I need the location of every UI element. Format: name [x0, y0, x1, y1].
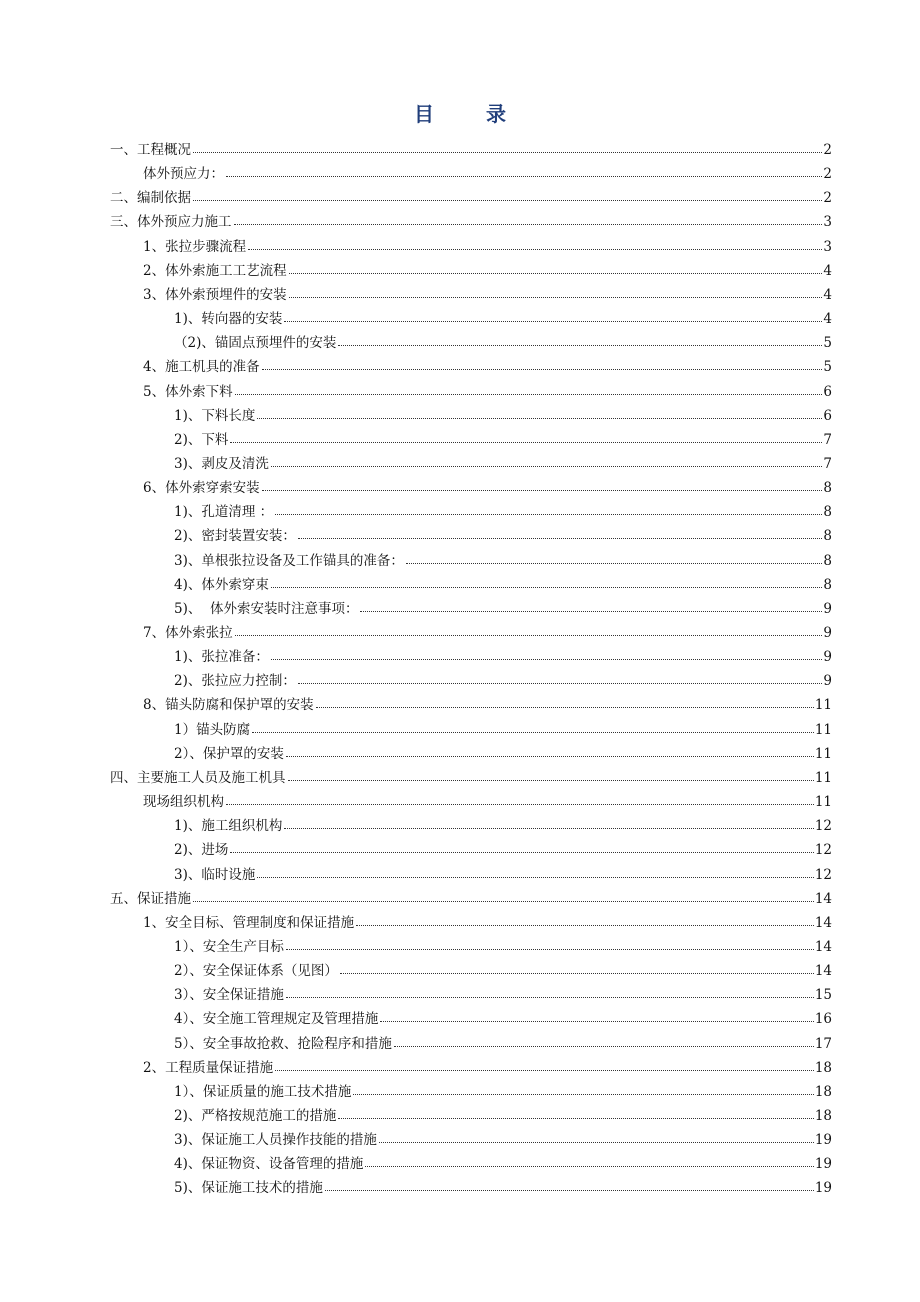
- toc-entry-page-number: 8: [823, 504, 832, 521]
- toc-entry-label: 3、体外索预埋件的安装: [143, 286, 287, 303]
- toc-leader-dots: [289, 296, 823, 298]
- toc-entry-label: 8、锚头防腐和保护罩的安装: [143, 697, 314, 714]
- toc-entry[interactable]: [174, 547, 832, 569]
- toc-entry-label: 3)、单根张拉设备及工作锚具的准备：: [174, 552, 404, 569]
- toc-entry[interactable]: [174, 861, 832, 883]
- toc-entry-page-number: 9: [823, 600, 832, 617]
- toc-leader-dots: [289, 272, 823, 274]
- toc-entry-page-number: 19: [814, 1156, 832, 1173]
- toc-entry-page-number: 11: [814, 721, 832, 738]
- toc-entry[interactable]: [143, 474, 832, 496]
- toc-entry-label: 2）、安全保证体系（见图）: [174, 963, 338, 980]
- toc-leader-dots: [230, 441, 822, 443]
- toc-entry-page-number: 8: [823, 480, 832, 497]
- toc-entry-label: 2)、张拉应力控制：: [174, 673, 296, 690]
- toc-leader-dots: [230, 851, 813, 853]
- toc-entry[interactable]: [174, 426, 832, 448]
- toc-entry[interactable]: [143, 1054, 832, 1076]
- toc-entry-page-number: 2: [823, 142, 832, 158]
- toc-entry-label: 4、施工机具的准备: [143, 359, 260, 376]
- toc-entry[interactable]: [174, 522, 832, 544]
- toc-entry-label: 3)、保证施工人员操作技能的措施: [174, 1132, 377, 1149]
- toc-entry[interactable]: [143, 691, 832, 713]
- toc-entry-page-number: 8: [823, 576, 832, 593]
- toc-entry[interactable]: [143, 353, 832, 375]
- toc-entry[interactable]: [174, 571, 832, 593]
- toc-leader-dots: [235, 634, 823, 636]
- toc-entry[interactable]: [143, 788, 832, 810]
- toc-entry[interactable]: [174, 740, 832, 762]
- toc-entry-page-number: 16: [814, 1011, 832, 1028]
- toc-entry[interactable]: [174, 1174, 832, 1196]
- toc-entry[interactable]: [174, 643, 832, 665]
- toc-entry[interactable]: [174, 981, 832, 1003]
- toc-leader-dots: [284, 827, 813, 829]
- toc-entry[interactable]: [174, 1102, 832, 1124]
- toc-entry-page-number: 11: [814, 697, 832, 714]
- toc-entry-page-number: 11: [814, 794, 832, 811]
- toc-entry-page-number: 8: [823, 528, 832, 545]
- toc-entry-page-number: 14: [814, 914, 832, 931]
- toc-leader-dots: [193, 199, 822, 201]
- toc-leader-dots: [271, 586, 823, 588]
- toc-leader-dots: [298, 682, 823, 684]
- toc-entry-label: 5、体外索下料: [143, 383, 233, 400]
- toc-leader-dots: [380, 1020, 813, 1022]
- toc-entry-page-number: 9: [823, 673, 832, 690]
- toc-entry-page-number: 9: [823, 649, 832, 666]
- toc-leader-dots: [379, 1141, 814, 1143]
- toc-entry-page-number: 12: [814, 842, 832, 859]
- toc-entry[interactable]: [110, 136, 832, 158]
- toc-entry-page-number: 6: [823, 383, 832, 400]
- toc-leader-dots: [193, 900, 814, 902]
- toc-leader-dots: [288, 779, 814, 781]
- toc-entry-label: 2)、下料: [174, 431, 229, 448]
- toc-entry[interactable]: [110, 184, 832, 206]
- toc-entry-page-number: 7: [823, 455, 832, 472]
- toc-leader-dots: [284, 320, 822, 322]
- toc-entry-label: 五、保证措施: [110, 890, 191, 907]
- toc-leader-dots: [193, 151, 822, 153]
- toc-leader-dots: [286, 996, 814, 998]
- toc-entry[interactable]: [143, 378, 832, 400]
- toc-entry-page-number: 19: [814, 1180, 832, 1197]
- toc-entry-page-number: 18: [814, 1108, 832, 1124]
- toc-entry[interactable]: [174, 305, 832, 327]
- toc-entry-page-number: 7: [823, 431, 832, 448]
- toc-entry[interactable]: [143, 619, 832, 641]
- toc-leader-dots: [353, 1093, 813, 1095]
- toc-leader-dots: [338, 344, 822, 346]
- toc-entry-label: 二、编制依据: [110, 190, 191, 207]
- toc-entry[interactable]: [174, 667, 832, 689]
- toc-entry[interactable]: [174, 957, 832, 979]
- toc-entry-label: 1)、下料长度: [174, 407, 256, 424]
- toc-entry-page-number: 17: [814, 1035, 832, 1052]
- toc-entry[interactable]: [174, 595, 832, 617]
- toc-entry-page-number: 11: [814, 769, 832, 786]
- toc-leader-dots: [286, 755, 814, 757]
- toc-leader-dots: [257, 876, 813, 878]
- toc-leader-dots: [248, 248, 822, 250]
- toc-entry-page-number: 11: [814, 745, 832, 762]
- toc-leader-dots: [325, 1189, 814, 1191]
- toc-entry-label: 3)、剥皮及清洗: [174, 455, 269, 472]
- toc-entry[interactable]: [143, 233, 832, 255]
- toc-entry[interactable]: [174, 1078, 832, 1100]
- toc-entry[interactable]: [174, 402, 832, 424]
- toc-entry[interactable]: [174, 1126, 832, 1148]
- toc-entry-label: 4)、保证物资、设备管理的措施: [174, 1156, 364, 1173]
- toc-entry-label: 1)、转向器的安装: [174, 311, 283, 328]
- toc-entry-page-number: 2: [823, 166, 832, 183]
- toc-entry-page-number: 9: [823, 625, 832, 641]
- toc-entry-page-number: 5: [823, 359, 832, 376]
- toc-entry-label: 2)、严格按规范施工的措施: [174, 1108, 337, 1124]
- toc-entry-page-number: 4: [823, 262, 832, 279]
- toc-entry-label: 1、安全目标、管理制度和保证措施: [143, 914, 355, 931]
- toc-entry-label: 体外预应力：: [143, 166, 224, 183]
- toc-entry-page-number: 4: [823, 286, 832, 303]
- toc-leader-dots: [356, 924, 814, 926]
- toc-entry-label: 4)、体外索穿束: [174, 576, 269, 593]
- toc-leader-dots: [275, 1069, 814, 1071]
- toc-entry-page-number: 6: [823, 407, 832, 424]
- toc-entry[interactable]: [174, 1005, 832, 1027]
- toc-entry[interactable]: [110, 208, 832, 230]
- toc-entry-label: 四、主要施工人员及施工机具: [110, 769, 286, 786]
- toc-leader-dots: [298, 537, 823, 539]
- toc-leader-dots: [234, 223, 823, 225]
- toc-entry[interactable]: [174, 450, 832, 472]
- toc-entry[interactable]: [174, 812, 832, 834]
- toc-entry-label: 2、工程质量保证措施: [143, 1059, 274, 1076]
- toc-entry-page-number: 5: [823, 335, 832, 352]
- toc-entry-label: 2、体外索施工工艺流程: [143, 262, 287, 279]
- toc-leader-dots: [316, 706, 814, 708]
- toc-entry-label: 1）、安全生产目标: [174, 938, 284, 955]
- toc-entry[interactable]: [174, 1030, 832, 1052]
- toc-leader-dots: [271, 465, 823, 467]
- toc-entry-label: 4）、安全施工管理规定及管理措施: [174, 1011, 379, 1028]
- toc-entry-page-number: 8: [823, 552, 832, 569]
- toc-entry-label: 1)、张拉准备：: [174, 649, 269, 666]
- toc-leader-dots: [338, 1117, 813, 1119]
- toc-entry[interactable]: [143, 281, 832, 303]
- toc-entry-page-number: 14: [814, 890, 832, 907]
- toc-entry-label: 2）、保护罩的安装: [174, 745, 284, 762]
- toc-leader-dots: [235, 393, 823, 395]
- toc-entry-page-number: 12: [814, 866, 832, 883]
- toc-leader-dots: [360, 610, 822, 612]
- toc-entry-page-number: 15: [814, 987, 832, 1004]
- toc-entry-label: （2)、锚固点预埋件的安装: [174, 335, 337, 352]
- toc-entry-label: 现场组织机构: [143, 794, 224, 811]
- toc-entry[interactable]: [110, 885, 832, 907]
- toc-entry[interactable]: [143, 160, 832, 182]
- toc-title: [0, 98, 920, 127]
- toc-leader-dots: [271, 658, 823, 660]
- toc-leader-dots: [262, 368, 823, 370]
- toc-entry-page-number: 12: [814, 818, 832, 835]
- toc-leader-dots: [365, 1165, 813, 1167]
- toc-entry-label: 1）锚头防腐: [174, 721, 251, 738]
- toc-leader-dots: [286, 948, 814, 950]
- toc-entry[interactable]: [174, 933, 832, 955]
- toc-title-char-1: 目: [414, 102, 434, 126]
- toc-entry-label: 3)、临时设施: [174, 866, 256, 883]
- toc-leader-dots: [394, 1045, 814, 1047]
- toc-entry-page-number: 4: [823, 311, 832, 328]
- toc-title-char-2: 录: [486, 102, 506, 126]
- toc-entry-page-number: 14: [814, 938, 832, 955]
- toc-entry[interactable]: [174, 836, 832, 858]
- toc-entry-label: 1）、保证质量的施工技术措施: [174, 1083, 352, 1100]
- toc-entry-label: 一、工程概况: [110, 142, 191, 158]
- toc-leader-dots: [226, 803, 814, 805]
- toc-entry-label: 7、体外索张拉: [143, 625, 233, 641]
- toc-entry-label: 6、体外索穿索安装: [143, 480, 260, 497]
- toc-entry-label: 3）、安全保证措施: [174, 987, 284, 1004]
- toc-entry-page-number: 3: [823, 214, 832, 231]
- toc-leader-dots: [262, 489, 823, 491]
- toc-entry-page-number: 18: [814, 1059, 832, 1076]
- toc-entry-page-number: 2: [823, 190, 832, 207]
- toc-entry-label: 5)、 体外索安装时注意事项：: [174, 600, 359, 617]
- toc-leader-dots: [340, 972, 814, 974]
- toc-entry-label: 三、体外预应力施工: [110, 214, 232, 231]
- toc-entry-label: 2)、进场: [174, 842, 229, 859]
- toc-entry[interactable]: [143, 257, 832, 279]
- toc-entry-label: 1)、施工组织机构: [174, 818, 283, 835]
- toc-entry-label: 1)、孔道清理 ：: [174, 504, 274, 521]
- toc-entry[interactable]: [174, 329, 832, 351]
- toc-entry[interactable]: [174, 716, 832, 738]
- toc-entry-label: 2)、密封装置安装：: [174, 528, 296, 545]
- toc-entry[interactable]: [174, 1150, 832, 1172]
- toc-entry-page-number: 18: [814, 1083, 832, 1100]
- toc-entry[interactable]: [110, 764, 832, 786]
- toc-entry-label: 5)、保证施工技术的措施: [174, 1180, 323, 1197]
- toc-entry-page-number: 3: [823, 238, 832, 255]
- toc-entry[interactable]: [143, 909, 832, 931]
- toc-leader-dots: [406, 562, 823, 564]
- toc-entry[interactable]: [174, 498, 832, 520]
- toc-entry-label: 5）、安全事故抢救、抢险程序和措施: [174, 1035, 392, 1052]
- toc-entry-page-number: 19: [814, 1132, 832, 1149]
- toc-leader-dots: [257, 417, 822, 419]
- toc-leader-dots: [226, 175, 822, 177]
- toc-leader-dots: [275, 513, 822, 515]
- toc-entry-page-number: 14: [814, 963, 832, 980]
- toc-leader-dots: [252, 731, 814, 733]
- toc-entry-label: 1、张拉步骤流程: [143, 238, 247, 255]
